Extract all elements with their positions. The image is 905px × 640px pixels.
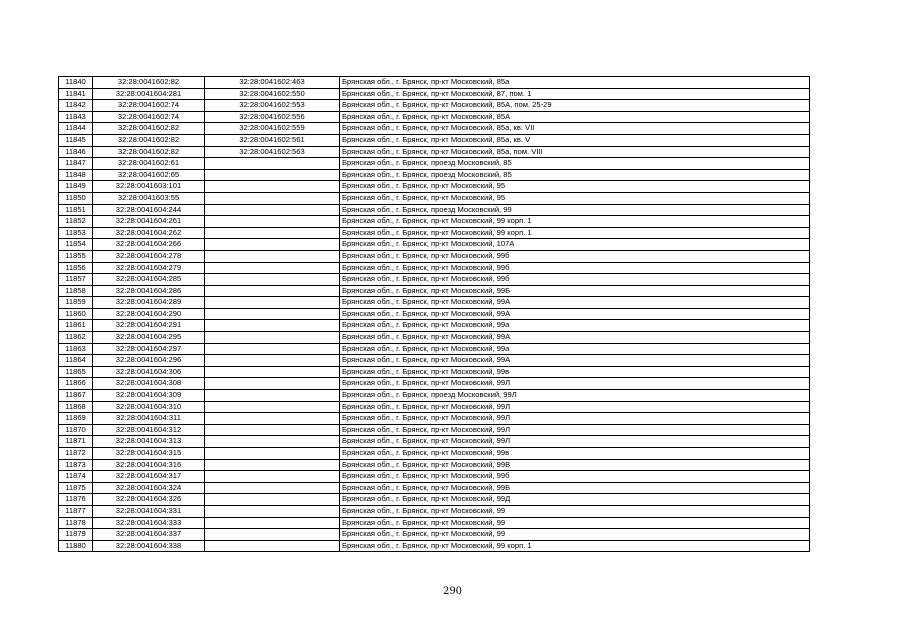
- row-number-cell: 11859: [59, 297, 93, 309]
- table-row: [59, 366, 810, 378]
- row-number-cell: 11873: [59, 459, 93, 471]
- address-cell: Брянская обл., г. Брянск, проезд Московский, 85: [340, 169, 810, 181]
- cadastral-number-cell: 32:28:0041604:312: [93, 424, 205, 436]
- row-number-cell: 11850: [59, 192, 93, 204]
- cadastral-table-body: [59, 77, 810, 552]
- object-cadastral-number-cell: [205, 285, 340, 297]
- address-cell: Брянская обл., г. Брянск, пр-кт Московский, 99Л: [340, 424, 810, 436]
- cadastral-number-cell: 32:28:0041604:279: [93, 262, 205, 274]
- row-number-cell: 11863: [59, 343, 93, 355]
- row-number-cell: 11854: [59, 239, 93, 251]
- row-number-cell: 11840: [59, 77, 93, 89]
- table-row: [59, 77, 810, 89]
- row-number-cell: 11841: [59, 88, 93, 100]
- address-cell: Брянская обл., г. Брянск, проезд Московский, 85: [340, 158, 810, 170]
- object-cadastral-number-cell: [205, 540, 340, 552]
- table-row: [59, 227, 810, 239]
- address-cell: Брянская обл., г. Брянск, пр-кт Московский, 99Д: [340, 494, 810, 506]
- address-cell: Брянская обл., г. Брянск, пр-кт Московский, 99 корп. 1: [340, 227, 810, 239]
- object-cadastral-number-cell: [205, 169, 340, 181]
- cadastral-number-cell: 32:28:0041604:337: [93, 529, 205, 541]
- address-cell: Брянская обл., г. Брянск, пр-кт Московский, 99б: [340, 471, 810, 483]
- object-cadastral-number-cell: 32:28:0041602:556: [205, 111, 340, 123]
- object-cadastral-number-cell: 32:28:0041602:561: [205, 134, 340, 146]
- address-cell: Брянская обл., г. Брянск, пр-кт Московский, 99В: [340, 459, 810, 471]
- table-row: [59, 216, 810, 228]
- address-cell: Брянская обл., г. Брянск, пр-кт Московский, 99в: [340, 366, 810, 378]
- table-row: [59, 285, 810, 297]
- object-cadastral-number-cell: [205, 494, 340, 506]
- cadastral-number-cell: 32:28:0041604:309: [93, 390, 205, 402]
- table-row: [59, 471, 810, 483]
- row-number-cell: 11843: [59, 111, 93, 123]
- row-number-cell: 11853: [59, 227, 93, 239]
- table-row: [59, 250, 810, 262]
- table-row: [59, 482, 810, 494]
- object-cadastral-number-cell: [205, 424, 340, 436]
- object-cadastral-number-cell: [205, 390, 340, 402]
- cadastral-number-cell: 32:28:0041604:311: [93, 413, 205, 425]
- cadastral-number-cell: 32:28:0041602:74: [93, 100, 205, 112]
- row-number-cell: 11879: [59, 529, 93, 541]
- address-cell: Брянская обл., г. Брянск, пр-кт Московский, 87, пом. 1: [340, 88, 810, 100]
- cadastral-number-cell: 32:28:0041604:308: [93, 378, 205, 390]
- cadastral-number-cell: 32:28:0041603:101: [93, 181, 205, 193]
- address-cell: Брянская обл., г. Брянск, пр-кт Московский, 99 корп. 1: [340, 540, 810, 552]
- cadastral-number-cell: 32:28:0041604:313: [93, 436, 205, 448]
- cadastral-number-cell: 32:28:0041604:296: [93, 355, 205, 367]
- row-number-cell: 11858: [59, 285, 93, 297]
- object-cadastral-number-cell: [205, 436, 340, 448]
- table-row: [59, 123, 810, 135]
- address-cell: Брянская обл., г. Брянск, пр-кт Московский, 99 корп. 1: [340, 216, 810, 228]
- row-number-cell: 11866: [59, 378, 93, 390]
- address-cell: Брянская обл., г. Брянск, пр-кт Московский, 99А: [340, 308, 810, 320]
- table-row: [59, 274, 810, 286]
- cadastral-number-cell: 32:28:0041604:281: [93, 88, 205, 100]
- row-number-cell: 11870: [59, 424, 93, 436]
- row-number-cell: 11857: [59, 274, 93, 286]
- object-cadastral-number-cell: [205, 413, 340, 425]
- cadastral-number-cell: 32:28:0041602:65: [93, 169, 205, 181]
- table-row: [59, 529, 810, 541]
- cadastral-number-cell: 32:28:0041604:285: [93, 274, 205, 286]
- table-row: [59, 459, 810, 471]
- cadastral-number-cell: 32:28:0041602:82: [93, 123, 205, 135]
- cadastral-number-cell: 32:28:0041603:55: [93, 192, 205, 204]
- cadastral-number-cell: 32:28:0041602:82: [93, 134, 205, 146]
- object-cadastral-number-cell: [205, 216, 340, 228]
- cadastral-number-cell: 32:28:0041604:278: [93, 250, 205, 262]
- cadastral-number-cell: 32:28:0041602:82: [93, 146, 205, 158]
- table-row: [59, 436, 810, 448]
- table-row: [59, 355, 810, 367]
- address-cell: Брянская обл., г. Брянск, пр-кт Московский, 85А: [340, 111, 810, 123]
- page-number: 290: [442, 586, 463, 597]
- cadastral-number-cell: 32:28:0041604:290: [93, 308, 205, 320]
- object-cadastral-number-cell: 32:28:0041602:550: [205, 88, 340, 100]
- cadastral-number-cell: 32:28:0041604:326: [93, 494, 205, 506]
- object-cadastral-number-cell: [205, 297, 340, 309]
- cadastral-number-cell: 32:28:0041604:306: [93, 366, 205, 378]
- row-number-cell: 11872: [59, 448, 93, 460]
- table-row: [59, 308, 810, 320]
- cadastral-number-cell: 32:28:0041604:289: [93, 297, 205, 309]
- object-cadastral-number-cell: [205, 192, 340, 204]
- address-cell: Брянская обл., г. Брянск, пр-кт Московский, 99Л: [340, 378, 810, 390]
- cadastral-number-cell: 32:28:0041604:286: [93, 285, 205, 297]
- row-number-cell: 11844: [59, 123, 93, 135]
- table-row: [59, 297, 810, 309]
- table-row: [59, 111, 810, 123]
- object-cadastral-number-cell: [205, 332, 340, 344]
- cadastral-number-cell: 32:28:0041604:244: [93, 204, 205, 216]
- table-row: [59, 169, 810, 181]
- address-cell: Брянская обл., г. Брянск, пр-кт Московский, 99Л: [340, 436, 810, 448]
- object-cadastral-number-cell: [205, 250, 340, 262]
- object-cadastral-number-cell: [205, 366, 340, 378]
- table-row: [59, 262, 810, 274]
- row-number-cell: 11871: [59, 436, 93, 448]
- row-number-cell: 11880: [59, 540, 93, 552]
- table-row: [59, 146, 810, 158]
- table-row: [59, 540, 810, 552]
- object-cadastral-number-cell: [205, 239, 340, 251]
- row-number-cell: 11867: [59, 390, 93, 402]
- row-number-cell: 11862: [59, 332, 93, 344]
- row-number-cell: 11860: [59, 308, 93, 320]
- cadastral-number-cell: 32:28:0041604:261: [93, 216, 205, 228]
- table-row: [59, 448, 810, 460]
- row-number-cell: 11856: [59, 262, 93, 274]
- table-row: [59, 320, 810, 332]
- table-row: [59, 378, 810, 390]
- row-number-cell: 11865: [59, 366, 93, 378]
- address-cell: Брянская обл., г. Брянск, пр-кт Московский, 99А: [340, 332, 810, 344]
- object-cadastral-number-cell: [205, 378, 340, 390]
- address-cell: Брянская обл., г. Брянск, пр-кт Московский, 99б: [340, 250, 810, 262]
- object-cadastral-number-cell: [205, 308, 340, 320]
- address-cell: Брянская обл., г. Брянск, пр-кт Московский, 99А: [340, 355, 810, 367]
- row-number-cell: 11848: [59, 169, 93, 181]
- address-cell: Брянская обл., г. Брянск, пр-кт Московский, 85а, кв. V: [340, 134, 810, 146]
- address-cell: Брянская обл., г. Брянск, пр-кт Московский, 99б: [340, 262, 810, 274]
- object-cadastral-number-cell: [205, 505, 340, 517]
- cadastral-number-cell: 32:28:0041604:295: [93, 332, 205, 344]
- table-row: [59, 332, 810, 344]
- table-row: [59, 134, 810, 146]
- table-row: [59, 181, 810, 193]
- address-cell: Брянская обл., г. Брянск, пр-кт Московский, 99Б: [340, 285, 810, 297]
- row-number-cell: 11868: [59, 401, 93, 413]
- table-row: [59, 100, 810, 112]
- cadastral-number-cell: 32:28:0041604:315: [93, 448, 205, 460]
- row-number-cell: 11864: [59, 355, 93, 367]
- object-cadastral-number-cell: [205, 320, 340, 332]
- address-cell: Брянская обл., г. Брянск, пр-кт Московский, 99Л: [340, 413, 810, 425]
- address-cell: Брянская обл., г. Брянск, пр-кт Московский, 99: [340, 517, 810, 529]
- object-cadastral-number-cell: [205, 482, 340, 494]
- object-cadastral-number-cell: 32:28:0041602:559: [205, 123, 340, 135]
- cadastral-number-cell: 32:28:0041602:74: [93, 111, 205, 123]
- row-number-cell: 11877: [59, 505, 93, 517]
- object-cadastral-number-cell: [205, 529, 340, 541]
- object-cadastral-number-cell: [205, 459, 340, 471]
- table-row: [59, 517, 810, 529]
- address-cell: Брянская обл., г. Брянск, пр-кт Московский, 85а: [340, 77, 810, 89]
- address-cell: Брянская обл., г. Брянск, пр-кт Московский, 85А, пом. 25-29: [340, 100, 810, 112]
- cadastral-number-cell: 32:28:0041604:316: [93, 459, 205, 471]
- address-cell: Брянская обл., г. Брянск, проезд Московский, 99: [340, 204, 810, 216]
- object-cadastral-number-cell: [205, 355, 340, 367]
- table-row: [59, 401, 810, 413]
- cadastral-number-cell: 32:28:0041604:266: [93, 239, 205, 251]
- address-cell: Брянская обл., г. Брянск, пр-кт Московский, 85а, кв. VII: [340, 123, 810, 135]
- cadastral-number-cell: 32:28:0041602:82: [93, 77, 205, 89]
- address-cell: Брянская обл., г. Брянск, пр-кт Московский, 95: [340, 181, 810, 193]
- cadastral-number-cell: 32:28:0041604:262: [93, 227, 205, 239]
- row-number-cell: 11874: [59, 471, 93, 483]
- address-cell: Брянская обл., г. Брянск, проезд Московский, 99Л: [340, 390, 810, 402]
- row-number-cell: 11855: [59, 250, 93, 262]
- object-cadastral-number-cell: [205, 262, 340, 274]
- table-row: [59, 158, 810, 170]
- row-number-cell: 11878: [59, 517, 93, 529]
- object-cadastral-number-cell: [205, 204, 340, 216]
- address-cell: Брянская обл., г. Брянск, пр-кт Московский, 99: [340, 529, 810, 541]
- object-cadastral-number-cell: [205, 227, 340, 239]
- row-number-cell: 11842: [59, 100, 93, 112]
- row-number-cell: 11876: [59, 494, 93, 506]
- row-number-cell: 11861: [59, 320, 93, 332]
- cadastral-number-cell: 32:28:0041604:331: [93, 505, 205, 517]
- cadastral-number-cell: 32:28:0041604:324: [93, 482, 205, 494]
- address-cell: Брянская обл., г. Брянск, пр-кт Московский, 99Б: [340, 482, 810, 494]
- table-row: [59, 424, 810, 436]
- cadastral-number-cell: 32:28:0041604:338: [93, 540, 205, 552]
- row-number-cell: 11869: [59, 413, 93, 425]
- table-row: [59, 192, 810, 204]
- cadastral-number-cell: 32:28:0041604:297: [93, 343, 205, 355]
- cadastral-number-cell: 32:28:0041604:291: [93, 320, 205, 332]
- object-cadastral-number-cell: 32:28:0041602:563: [205, 146, 340, 158]
- address-cell: Брянская обл., г. Брянск, пр-кт Московский, 99: [340, 505, 810, 517]
- row-number-cell: 11847: [59, 158, 93, 170]
- address-cell: Брянская обл., г. Брянск, пр-кт Московский, 99А: [340, 297, 810, 309]
- object-cadastral-number-cell: 32:28:0041602:553: [205, 100, 340, 112]
- table-row: [59, 343, 810, 355]
- table-row: [59, 505, 810, 517]
- table-row: [59, 494, 810, 506]
- cadastral-number-cell: 32:28:0041604:317: [93, 471, 205, 483]
- address-cell: Брянская обл., г. Брянск, пр-кт Московский, 99б: [340, 274, 810, 286]
- row-number-cell: 11852: [59, 216, 93, 228]
- row-number-cell: 11845: [59, 134, 93, 146]
- address-cell: Брянская обл., г. Брянск, пр-кт Московский, 107А: [340, 239, 810, 251]
- address-cell: Брянская обл., г. Брянск, пр-кт Московский, 85а, пом. VIII: [340, 146, 810, 158]
- row-number-cell: 11875: [59, 482, 93, 494]
- object-cadastral-number-cell: [205, 274, 340, 286]
- cadastral-number-cell: 32:28:0041604:333: [93, 517, 205, 529]
- cadastral-number-cell: 32:28:0041604:310: [93, 401, 205, 413]
- address-cell: Брянская обл., г. Брянск, пр-кт Московский, 99а: [340, 343, 810, 355]
- table-row: [59, 390, 810, 402]
- address-cell: Брянская обл., г. Брянск, пр-кт Московский, 99в: [340, 448, 810, 460]
- object-cadastral-number-cell: [205, 158, 340, 170]
- address-cell: Брянская обл., г. Брянск, пр-кт Московский, 99Л: [340, 401, 810, 413]
- object-cadastral-number-cell: [205, 471, 340, 483]
- address-cell: Брянская обл., г. Брянск, пр-кт Московский, 95: [340, 192, 810, 204]
- address-cell: Брянская обл., г. Брянск, пр-кт Московский, 99а: [340, 320, 810, 332]
- cadastral-number-cell: 32:28:0041602:61: [93, 158, 205, 170]
- table-row: [59, 204, 810, 216]
- object-cadastral-number-cell: [205, 181, 340, 193]
- object-cadastral-number-cell: 32:28:0041602:463: [205, 77, 340, 89]
- table-row: [59, 413, 810, 425]
- object-cadastral-number-cell: [205, 401, 340, 413]
- table-row: [59, 88, 810, 100]
- row-number-cell: 11846: [59, 146, 93, 158]
- table-row: [59, 239, 810, 251]
- cadastral-table: [58, 76, 810, 552]
- row-number-cell: 11849: [59, 181, 93, 193]
- object-cadastral-number-cell: [205, 448, 340, 460]
- row-number-cell: 11851: [59, 204, 93, 216]
- object-cadastral-number-cell: [205, 517, 340, 529]
- object-cadastral-number-cell: [205, 343, 340, 355]
